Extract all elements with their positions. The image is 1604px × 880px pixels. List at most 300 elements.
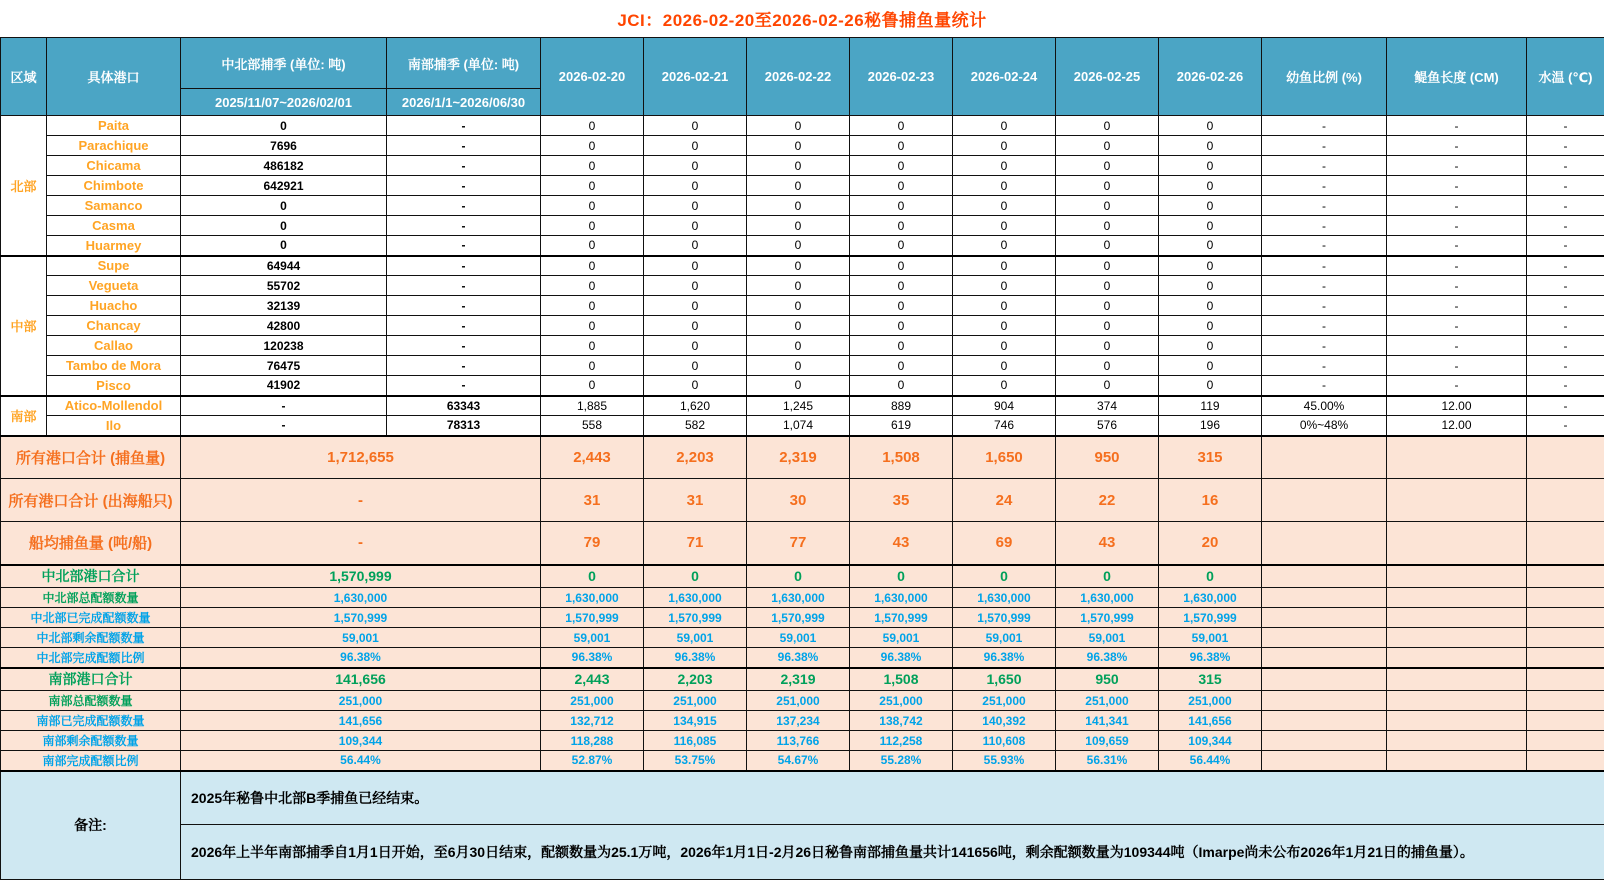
s-season-value: - xyxy=(387,136,541,156)
table-row xyxy=(1,156,1604,176)
summary-season-value: - xyxy=(181,522,541,565)
s-season-value: - xyxy=(387,196,541,216)
s-season-value: - xyxy=(387,116,541,136)
daily-value: 0 xyxy=(850,316,953,336)
header-s-season: 南部捕季 (单位: 吨) xyxy=(387,38,541,89)
summary-daily-value: 35 xyxy=(850,479,953,522)
summary-season-value: 1,712,655 xyxy=(181,436,541,479)
quota-daily-value: 0 xyxy=(953,565,1056,588)
empty-cell xyxy=(1527,436,1604,479)
quota-daily-value: 251,000 xyxy=(1159,691,1262,711)
quota-daily-value: 251,000 xyxy=(953,691,1056,711)
summary-daily-value: 950 xyxy=(1056,436,1159,479)
length-value: 12.00 xyxy=(1387,396,1527,416)
temp-value: - xyxy=(1527,176,1604,196)
daily-value: 746 xyxy=(953,416,1056,436)
s-season-value: - xyxy=(387,176,541,196)
daily-value: 0 xyxy=(747,296,850,316)
daily-value: 0 xyxy=(1056,256,1159,276)
daily-value: 0 xyxy=(541,256,644,276)
summary-daily-value: 315 xyxy=(1159,436,1262,479)
daily-value: 0 xyxy=(541,236,644,256)
port-name: Pisco xyxy=(47,376,181,396)
header-juvenile: 幼鱼比例 (%) xyxy=(1262,38,1387,116)
daily-value: 0 xyxy=(953,116,1056,136)
daily-value: 0 xyxy=(850,196,953,216)
temp-value: - xyxy=(1527,216,1604,236)
s-season-value: - xyxy=(387,336,541,356)
empty-cell xyxy=(1387,691,1527,711)
juvenile-value: - xyxy=(1262,316,1387,336)
s-season-value: 78313 xyxy=(387,416,541,436)
quota-daily-value: 0 xyxy=(747,565,850,588)
summary-daily-value: 43 xyxy=(1056,522,1159,565)
port-name: Samanco xyxy=(47,196,181,216)
length-value: - xyxy=(1387,236,1527,256)
quota-daily-value: 315 xyxy=(1159,668,1262,691)
header-nc-dates: 2025/11/07~2026/02/01 xyxy=(181,89,387,116)
temp-value: - xyxy=(1527,396,1604,416)
daily-value: 0 xyxy=(1056,356,1159,376)
quota-daily-value: 2,203 xyxy=(644,668,747,691)
nc-season-value: 76475 xyxy=(181,356,387,376)
quota-season-value: 1,570,999 xyxy=(181,608,541,628)
quota-row xyxy=(1,588,1604,608)
quota-season-value: 96.38% xyxy=(181,648,541,668)
quota-label: 南部剩余配额数量 xyxy=(1,731,181,751)
temp-value: - xyxy=(1527,336,1604,356)
port-name: Paita xyxy=(47,116,181,136)
quota-daily-value: 251,000 xyxy=(644,691,747,711)
daily-value: 0 xyxy=(541,376,644,396)
summary-label: 船均捕鱼量 (吨/船) xyxy=(1,522,181,565)
quota-season-value: 56.44% xyxy=(181,751,541,771)
quota-row xyxy=(1,711,1604,731)
daily-value: 0 xyxy=(953,136,1056,156)
quota-label: 南部完成配额比例 xyxy=(1,751,181,771)
quota-row xyxy=(1,751,1604,771)
nc-season-value: 42800 xyxy=(181,316,387,336)
port-name: Tambo de Mora xyxy=(47,356,181,376)
daily-value: 0 xyxy=(1056,276,1159,296)
quota-daily-value: 251,000 xyxy=(850,691,953,711)
daily-value: 0 xyxy=(1159,216,1262,236)
table-row xyxy=(1,276,1604,296)
daily-value: 0 xyxy=(541,116,644,136)
quota-daily-value: 2,443 xyxy=(541,668,644,691)
summary-daily-value: 2,319 xyxy=(747,436,850,479)
empty-cell xyxy=(1387,628,1527,648)
summary-row-average xyxy=(1,522,1604,565)
nc-season-value: 642921 xyxy=(181,176,387,196)
table-row xyxy=(1,376,1604,396)
daily-value: 0 xyxy=(1056,316,1159,336)
header-date-0: 2026-02-20 xyxy=(541,38,644,116)
s-season-value: - xyxy=(387,356,541,376)
summary-daily-value: 31 xyxy=(644,479,747,522)
quota-daily-value: 1,570,999 xyxy=(644,608,747,628)
quota-daily-value: 52.87% xyxy=(541,751,644,771)
quota-daily-value: 140,392 xyxy=(953,711,1056,731)
juvenile-value: - xyxy=(1262,356,1387,376)
quota-daily-value: 141,656 xyxy=(1159,711,1262,731)
empty-cell xyxy=(1527,628,1604,648)
quota-daily-value: 59,001 xyxy=(747,628,850,648)
daily-value: 0 xyxy=(953,376,1056,396)
daily-value: 0 xyxy=(541,336,644,356)
juvenile-value: - xyxy=(1262,216,1387,236)
nc-season-value: - xyxy=(181,416,387,436)
quota-daily-value: 141,341 xyxy=(1056,711,1159,731)
juvenile-value: - xyxy=(1262,256,1387,276)
juvenile-value: 0%~48% xyxy=(1262,416,1387,436)
length-value: - xyxy=(1387,196,1527,216)
quota-row xyxy=(1,668,1604,691)
juvenile-value: - xyxy=(1262,156,1387,176)
empty-cell xyxy=(1262,711,1387,731)
quota-daily-value: 53.75% xyxy=(644,751,747,771)
daily-value: 0 xyxy=(850,136,953,156)
daily-value: 0 xyxy=(644,376,747,396)
daily-value: 0 xyxy=(1056,216,1159,236)
daily-value: 0 xyxy=(1159,276,1262,296)
summary-daily-value: 1,508 xyxy=(850,436,953,479)
daily-value: 0 xyxy=(1159,336,1262,356)
daily-value: 0 xyxy=(747,196,850,216)
table-row xyxy=(1,116,1604,136)
table-row xyxy=(1,216,1604,236)
header-length: 鳀鱼长度 (CM) xyxy=(1387,38,1527,116)
juvenile-value: - xyxy=(1262,176,1387,196)
daily-value: 0 xyxy=(850,356,953,376)
daily-value: 0 xyxy=(1159,296,1262,316)
juvenile-value: - xyxy=(1262,236,1387,256)
daily-value: 0 xyxy=(1159,176,1262,196)
port-name: Callao xyxy=(47,336,181,356)
temp-value: - xyxy=(1527,156,1604,176)
remark-note-2: 2026年上半年南部捕季自1月1日开始，至6月30日结束，配额数量为25.1万吨，2026年1月1日-2月26日秘鲁南部捕鱼量共计141656吨，剩余配额数量为109344吨（Imarpe尚未公布2026年1月21日的捕鱼量）。 xyxy=(181,825,1604,880)
quota-daily-value: 96.38% xyxy=(644,648,747,668)
quota-daily-value: 1,570,999 xyxy=(1159,608,1262,628)
daily-value: 0 xyxy=(541,196,644,216)
s-season-value: 63343 xyxy=(387,396,541,416)
quota-row xyxy=(1,648,1604,668)
daily-value: 0 xyxy=(747,136,850,156)
empty-cell xyxy=(1527,668,1604,691)
port-name: Chicama xyxy=(47,156,181,176)
empty-cell xyxy=(1262,479,1387,522)
header-region: 区域 xyxy=(1,38,47,116)
region-label-north: 北部 xyxy=(1,116,47,256)
summary-daily-value: 31 xyxy=(541,479,644,522)
daily-value: 0 xyxy=(644,176,747,196)
table-row xyxy=(1,256,1604,276)
juvenile-value: - xyxy=(1262,116,1387,136)
s-season-value: - xyxy=(387,276,541,296)
port-name: Chimbote xyxy=(47,176,181,196)
table-row xyxy=(1,336,1604,356)
juvenile-value: - xyxy=(1262,276,1387,296)
quota-season-value: 109,344 xyxy=(181,731,541,751)
header-date-5: 2026-02-25 xyxy=(1056,38,1159,116)
summary-daily-value: 20 xyxy=(1159,522,1262,565)
page-title: JCI：2026-02-20至2026-02-26秘鲁捕鱼量统计 xyxy=(617,11,987,30)
empty-cell xyxy=(1387,436,1527,479)
s-season-value: - xyxy=(387,216,541,236)
daily-value: 0 xyxy=(541,356,644,376)
quota-daily-value: 1,630,000 xyxy=(1056,588,1159,608)
length-value: - xyxy=(1387,336,1527,356)
daily-value: 0 xyxy=(1159,316,1262,336)
daily-value: 0 xyxy=(747,316,850,336)
quota-label: 中北部剩余配额数量 xyxy=(1,628,181,648)
fishing-stats-table xyxy=(0,37,1604,880)
quota-daily-value: 109,659 xyxy=(1056,731,1159,751)
port-name: Chancay xyxy=(47,316,181,336)
remark-row xyxy=(1,771,1604,825)
daily-value: 0 xyxy=(953,236,1056,256)
empty-cell xyxy=(1262,588,1387,608)
daily-value: 0 xyxy=(850,376,953,396)
header-date-2: 2026-02-22 xyxy=(747,38,850,116)
daily-value: 196 xyxy=(1159,416,1262,436)
region-label-central: 中部 xyxy=(1,256,47,396)
quota-daily-value: 2,319 xyxy=(747,668,850,691)
header-date-3: 2026-02-23 xyxy=(850,38,953,116)
quota-daily-value: 112,258 xyxy=(850,731,953,751)
length-value: - xyxy=(1387,276,1527,296)
quota-season-value: 59,001 xyxy=(181,628,541,648)
daily-value: 0 xyxy=(1056,136,1159,156)
remark-note-1: 2025年秘鲁中北部B季捕鱼已经结束。 xyxy=(181,771,1604,825)
port-name: Huarmey xyxy=(47,236,181,256)
summary-label: 所有港口合计 (捕鱼量) xyxy=(1,436,181,479)
empty-cell xyxy=(1262,668,1387,691)
daily-value: 582 xyxy=(644,416,747,436)
quota-season-value: 1,570,999 xyxy=(181,565,541,588)
daily-value: 0 xyxy=(850,236,953,256)
juvenile-value: 45.00% xyxy=(1262,396,1387,416)
temp-value: - xyxy=(1527,356,1604,376)
daily-value: 0 xyxy=(541,276,644,296)
length-value: 12.00 xyxy=(1387,416,1527,436)
quota-daily-value: 1,630,000 xyxy=(644,588,747,608)
daily-value: 0 xyxy=(953,196,1056,216)
quota-daily-value: 1,570,999 xyxy=(541,608,644,628)
nc-season-value: 0 xyxy=(181,196,387,216)
empty-cell xyxy=(1262,565,1387,588)
daily-value: 0 xyxy=(644,216,747,236)
empty-cell xyxy=(1262,522,1387,565)
port-name: Ilo xyxy=(47,416,181,436)
quota-daily-value: 1,630,000 xyxy=(953,588,1056,608)
empty-cell xyxy=(1262,648,1387,668)
nc-season-value: 486182 xyxy=(181,156,387,176)
region-label-south: 南部 xyxy=(1,396,47,436)
quota-daily-value: 96.38% xyxy=(953,648,1056,668)
daily-value: 119 xyxy=(1159,396,1262,416)
daily-value: 0 xyxy=(644,356,747,376)
nc-season-value: 32139 xyxy=(181,296,387,316)
quota-daily-value: 59,001 xyxy=(850,628,953,648)
quota-season-value: 1,630,000 xyxy=(181,588,541,608)
daily-value: 0 xyxy=(1159,116,1262,136)
daily-value: 0 xyxy=(953,156,1056,176)
daily-value: 0 xyxy=(541,176,644,196)
summary-daily-value: 2,443 xyxy=(541,436,644,479)
table-row xyxy=(1,296,1604,316)
summary-label: 所有港口合计 (出海船只) xyxy=(1,479,181,522)
daily-value: 0 xyxy=(1056,336,1159,356)
daily-value: 0 xyxy=(953,296,1056,316)
summary-season-value: - xyxy=(181,479,541,522)
quota-daily-value: 110,608 xyxy=(953,731,1056,751)
quota-daily-value: 1,570,999 xyxy=(953,608,1056,628)
temp-value: - xyxy=(1527,316,1604,336)
length-value: - xyxy=(1387,116,1527,136)
temp-value: - xyxy=(1527,376,1604,396)
quota-daily-value: 1,630,000 xyxy=(541,588,644,608)
summary-daily-value: 22 xyxy=(1056,479,1159,522)
daily-value: 0 xyxy=(953,316,1056,336)
table-row xyxy=(1,356,1604,376)
temp-value: - xyxy=(1527,136,1604,156)
juvenile-value: - xyxy=(1262,136,1387,156)
quota-daily-value: 96.38% xyxy=(747,648,850,668)
summary-daily-value: 71 xyxy=(644,522,747,565)
daily-value: 0 xyxy=(644,156,747,176)
juvenile-value: - xyxy=(1262,296,1387,316)
summary-row-vessels xyxy=(1,479,1604,522)
daily-value: 0 xyxy=(953,336,1056,356)
length-value: - xyxy=(1387,136,1527,156)
quota-row xyxy=(1,691,1604,711)
quota-daily-value: 109,344 xyxy=(1159,731,1262,751)
quota-season-value: 251,000 xyxy=(181,691,541,711)
juvenile-value: - xyxy=(1262,336,1387,356)
quota-daily-value: 55.28% xyxy=(850,751,953,771)
empty-cell xyxy=(1527,648,1604,668)
empty-cell xyxy=(1387,751,1527,771)
summary-daily-value: 24 xyxy=(953,479,1056,522)
empty-cell xyxy=(1262,691,1387,711)
empty-cell xyxy=(1262,436,1387,479)
daily-value: 0 xyxy=(850,336,953,356)
daily-value: 576 xyxy=(1056,416,1159,436)
empty-cell xyxy=(1262,628,1387,648)
length-value: - xyxy=(1387,216,1527,236)
length-value: - xyxy=(1387,376,1527,396)
nc-season-value: 0 xyxy=(181,236,387,256)
length-value: - xyxy=(1387,296,1527,316)
quota-daily-value: 0 xyxy=(1159,565,1262,588)
quota-daily-value: 56.44% xyxy=(1159,751,1262,771)
daily-value: 1,074 xyxy=(747,416,850,436)
daily-value: 0 xyxy=(953,216,1056,236)
quota-daily-value: 59,001 xyxy=(953,628,1056,648)
daily-value: 1,620 xyxy=(644,396,747,416)
daily-value: 0 xyxy=(850,156,953,176)
quota-daily-value: 113,766 xyxy=(747,731,850,751)
empty-cell xyxy=(1262,751,1387,771)
s-season-value: - xyxy=(387,156,541,176)
empty-cell xyxy=(1387,565,1527,588)
daily-value: 0 xyxy=(1056,156,1159,176)
s-season-value: - xyxy=(387,316,541,336)
daily-value: 0 xyxy=(953,176,1056,196)
quota-daily-value: 1,650 xyxy=(953,668,1056,691)
quota-daily-value: 59,001 xyxy=(1056,628,1159,648)
daily-value: 0 xyxy=(644,136,747,156)
daily-value: 0 xyxy=(747,256,850,276)
juvenile-value: - xyxy=(1262,376,1387,396)
daily-value: 0 xyxy=(541,216,644,236)
quota-daily-value: 118,288 xyxy=(541,731,644,751)
daily-value: 0 xyxy=(747,116,850,136)
empty-cell xyxy=(1387,731,1527,751)
quota-daily-value: 1,570,999 xyxy=(1056,608,1159,628)
quota-daily-value: 116,085 xyxy=(644,731,747,751)
quota-daily-value: 1,570,999 xyxy=(850,608,953,628)
quota-daily-value: 96.38% xyxy=(1056,648,1159,668)
table-row xyxy=(1,316,1604,336)
s-season-value: - xyxy=(387,256,541,276)
daily-value: 0 xyxy=(644,236,747,256)
summary-row-catch xyxy=(1,436,1604,479)
header-date-6: 2026-02-26 xyxy=(1159,38,1262,116)
quota-label: 中北部港口合计 xyxy=(1,565,181,588)
nc-season-value: 0 xyxy=(181,116,387,136)
quota-daily-value: 1,570,999 xyxy=(747,608,850,628)
table-row xyxy=(1,176,1604,196)
daily-value: 0 xyxy=(850,256,953,276)
temp-value: - xyxy=(1527,236,1604,256)
daily-value: 0 xyxy=(644,116,747,136)
port-name: Huacho xyxy=(47,296,181,316)
daily-value: 1,245 xyxy=(747,396,850,416)
length-value: - xyxy=(1387,316,1527,336)
daily-value: 0 xyxy=(850,296,953,316)
table-row xyxy=(1,196,1604,216)
header-s-dates: 2026/1/1~2026/06/30 xyxy=(387,89,541,116)
temp-value: - xyxy=(1527,296,1604,316)
daily-value: 1,885 xyxy=(541,396,644,416)
nc-season-value: 41902 xyxy=(181,376,387,396)
daily-value: 0 xyxy=(1056,176,1159,196)
header-date-1: 2026-02-21 xyxy=(644,38,747,116)
quota-daily-value: 1,630,000 xyxy=(1159,588,1262,608)
nc-season-value: 64944 xyxy=(181,256,387,276)
table-row xyxy=(1,236,1604,256)
daily-value: 0 xyxy=(953,256,1056,276)
daily-value: 0 xyxy=(1056,116,1159,136)
quota-daily-value: 59,001 xyxy=(541,628,644,648)
daily-value: 0 xyxy=(747,216,850,236)
quota-label: 南部港口合计 xyxy=(1,668,181,691)
header-port: 具体港口 xyxy=(47,38,181,116)
summary-daily-value: 77 xyxy=(747,522,850,565)
daily-value: 619 xyxy=(850,416,953,436)
s-season-value: - xyxy=(387,296,541,316)
empty-cell xyxy=(1387,668,1527,691)
quota-row xyxy=(1,731,1604,751)
quota-label: 中北部完成配额比例 xyxy=(1,648,181,668)
daily-value: 0 xyxy=(1159,136,1262,156)
quota-daily-value: 0 xyxy=(850,565,953,588)
quota-daily-value: 96.38% xyxy=(850,648,953,668)
daily-value: 0 xyxy=(1159,196,1262,216)
daily-value: 0 xyxy=(747,176,850,196)
